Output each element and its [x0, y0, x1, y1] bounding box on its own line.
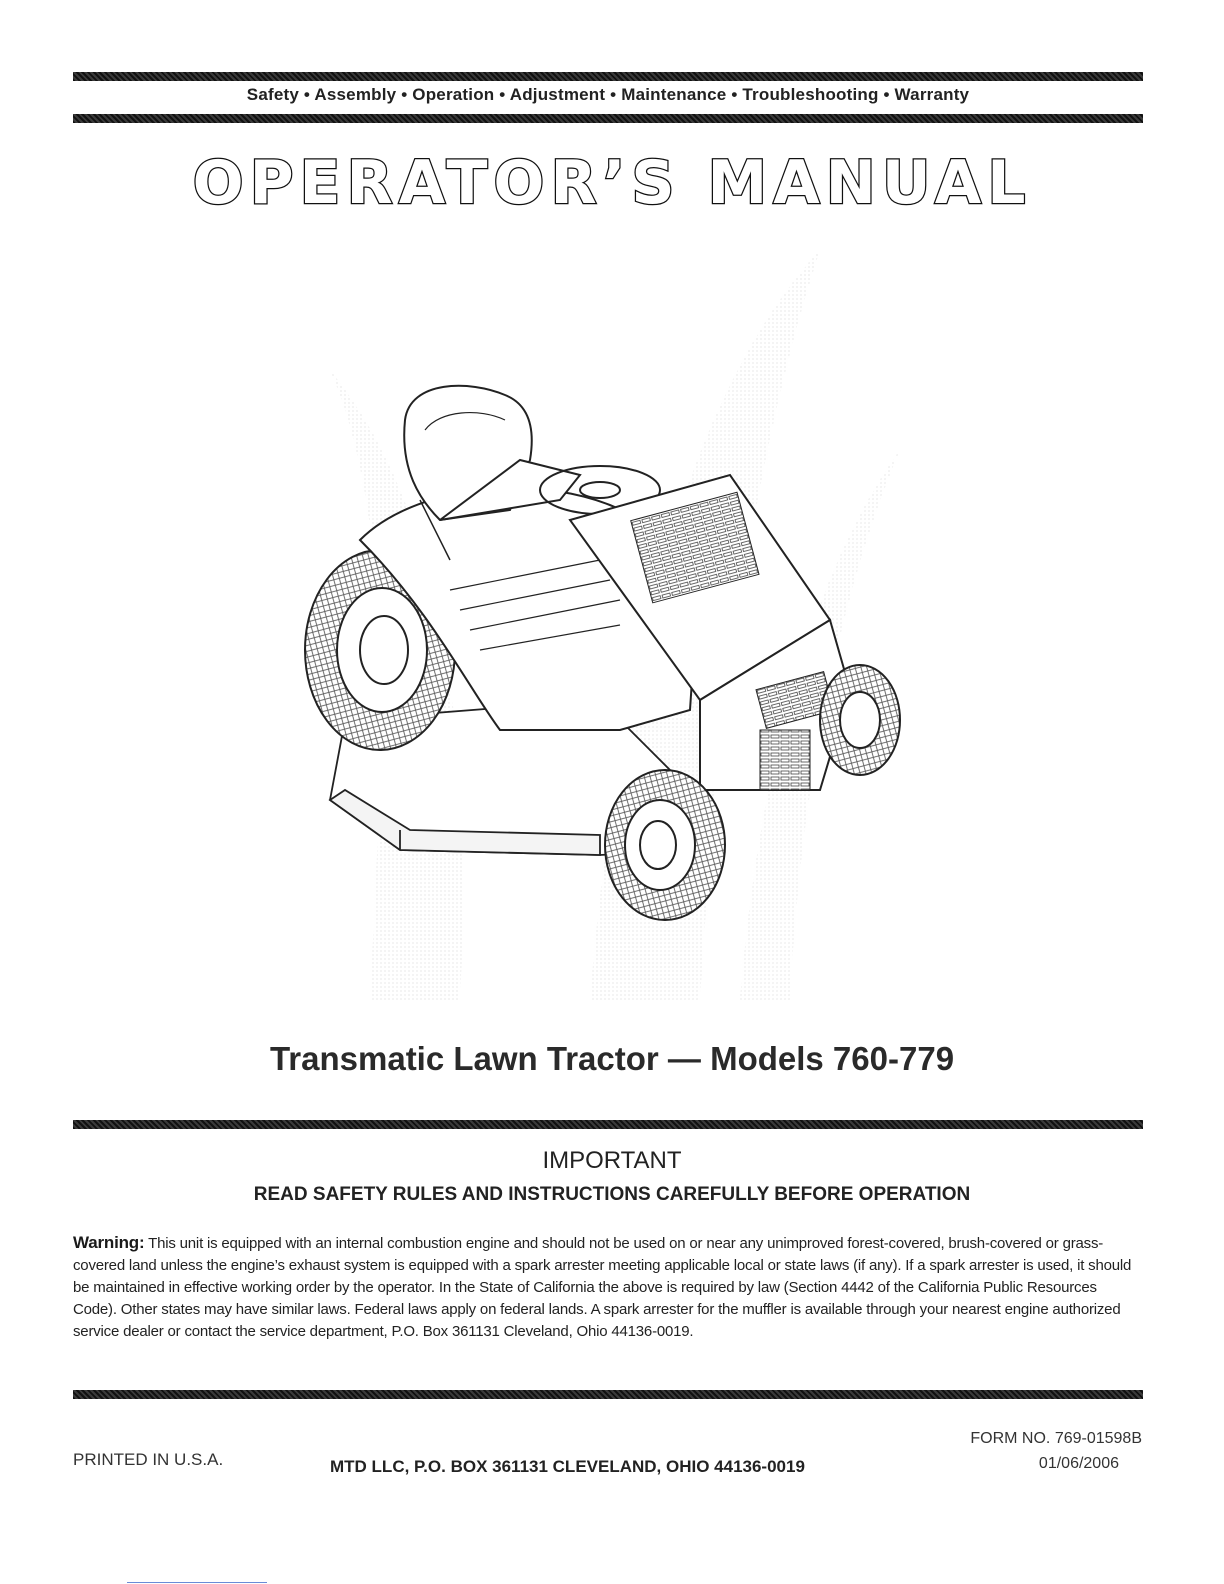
bottom-rule [73, 1390, 1143, 1399]
product-title: Transmatic Lawn Tractor — Models 760-779 [269, 1040, 955, 1077]
warning-label: Warning: [73, 1233, 145, 1252]
top-rule-lower [73, 114, 1143, 123]
warning-paragraph [73, 1232, 1143, 1343]
company-address: MTD LLC, P.O. BOX 361131 CLEVELAND, OHIO 44136-0019 [330, 1457, 805, 1476]
printed-in-label: PRINTED IN U.S.A. [73, 1450, 224, 1469]
middle-rule [73, 1120, 1143, 1129]
form-date: 01/06/2006 [1038, 1455, 1119, 1472]
important-heading: IMPORTANT [542, 1147, 682, 1174]
manual-title: OPERATOR’S MANUAL [192, 148, 1032, 218]
section-nav-line: Safety • Assembly • Operation • Adjustment • Maintenance • Troubleshooting • Warranty [246, 85, 970, 104]
form-number: FORM NO. 769-01598B [970, 1430, 1142, 1447]
top-rule-upper [73, 72, 1143, 81]
tractor-illustration [0, 230, 1224, 1030]
seat [404, 386, 580, 520]
warning-text: This unit is equipped with an internal combustion engine and should not be used on or near any unimproved forest-covered, brush-covered or grass-covered land unless the engine’s exhaust system is equipped with a spark arrester meeting applicable local or state laws (if any). If a spark arrester is used, it should be maintained in effective working order by the operator. In the State of California the above is required by law (Section 4442 of the California Public Resources Code). Other states may have similar laws. Federal laws apply on federal lands. A spark arrester for the muffler is available through your nearest engine authorized service dealer or contact the service department, P.O. Box 361131 Cleveland, Ohio 44136-0019. [73, 1235, 1132, 1340]
safety-subheading: READ SAFETY RULES AND INSTRUCTIONS CAREFULLY BEFORE OPERATION [253, 1184, 971, 1205]
page-edge-mark [127, 1582, 267, 1583]
